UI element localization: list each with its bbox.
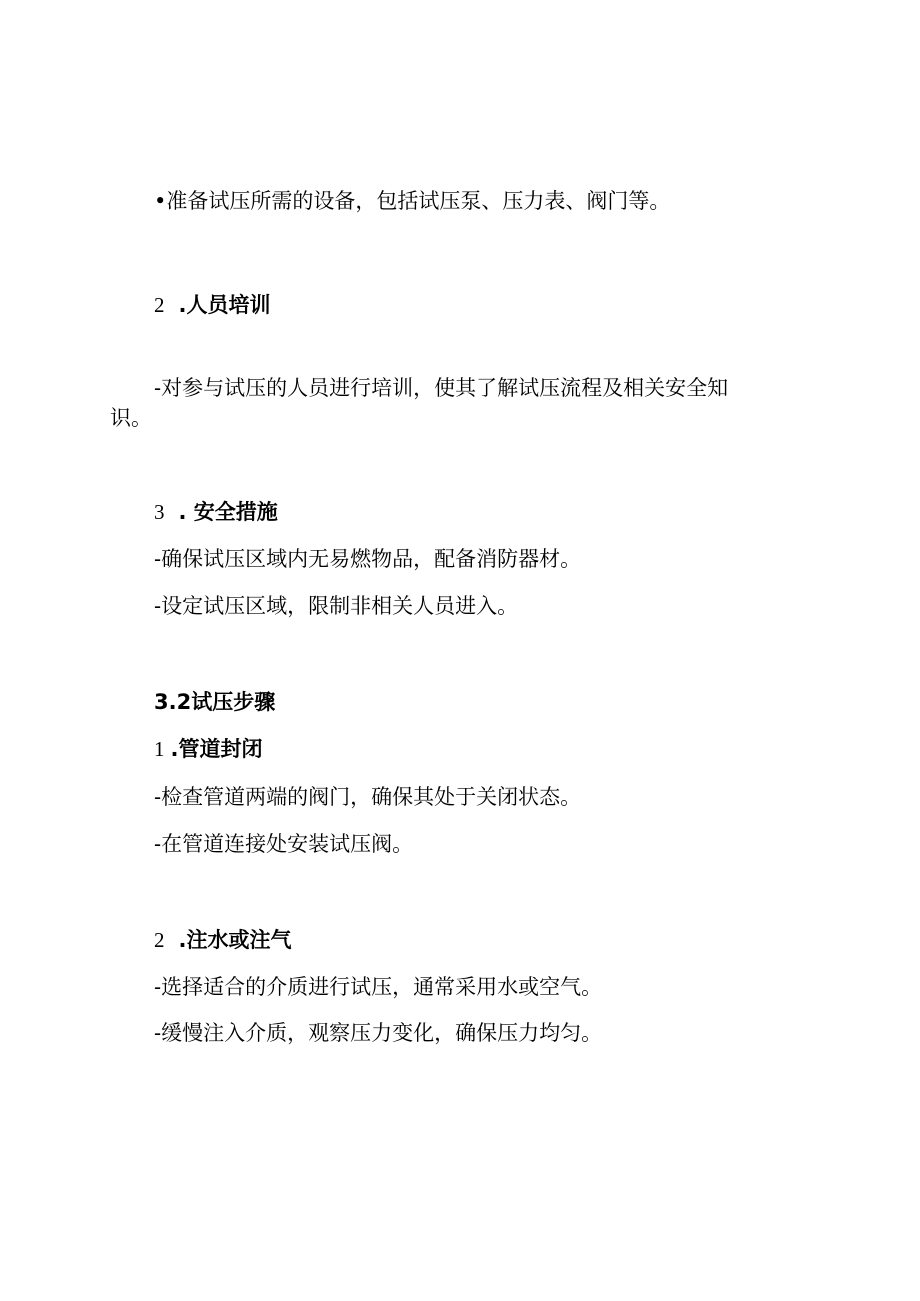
sealing-title: .管道封闭 — [170, 737, 263, 761]
equipment-bullet: •准备试压所需的设备，包括试压泵、压力表、阀门等。 — [154, 189, 671, 213]
training-title: .人员培训 — [178, 293, 271, 317]
training-heading — [154, 291, 270, 319]
filling-number: 2 — [154, 928, 165, 952]
safety-heading — [154, 498, 278, 526]
sealing-heading — [154, 735, 262, 763]
sealing-item-1: -检查管道两端的阀门，确保其处于关闭状态。 — [154, 785, 582, 809]
safety-item-2: -设定试压区域，限制非相关人员进入。 — [154, 594, 519, 618]
safety-title: . 安全措施 — [178, 500, 278, 524]
filling-item-1: -选择适合的介质进行试压，通常采用水或空气。 — [154, 975, 603, 999]
filling-item-2: -缓慢注入介质，观察压力变化，确保压力均匀。 — [154, 1021, 603, 1045]
sealing-number: 1 — [154, 737, 165, 761]
training-number: 2 — [154, 293, 165, 317]
training-item-line1: -对参与试压的人员进行培训，使其了解试压流程及相关安全知 — [154, 376, 729, 400]
filling-heading — [154, 926, 291, 954]
steps-section-title: 3.2试压步骤 — [154, 690, 276, 714]
training-item-line2: 识。 — [110, 406, 152, 430]
sealing-item-2: -在管道连接处安装试压阀。 — [154, 832, 414, 856]
filling-title: .注水或注气 — [178, 928, 292, 952]
safety-item-1: -确保试压区域内无易燃物品，配备消防器材。 — [154, 547, 582, 571]
safety-number: 3 — [154, 500, 165, 524]
